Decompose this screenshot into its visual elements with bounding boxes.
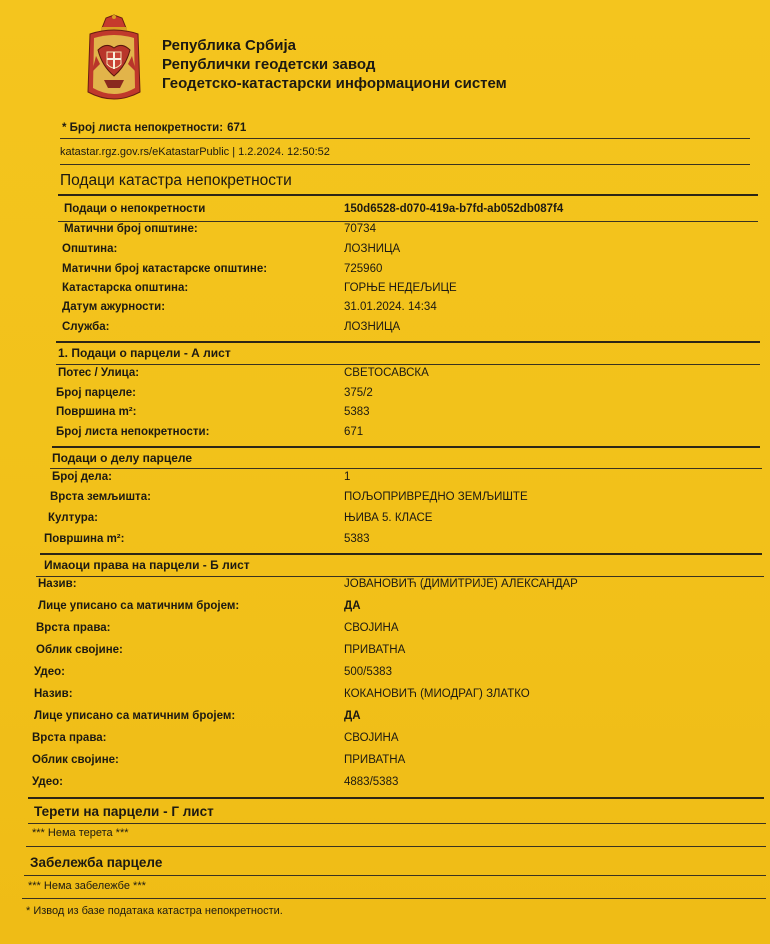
row-value: 375/2 — [344, 387, 373, 399]
row-label: Врста земљишта: — [50, 491, 151, 503]
burdens-heading: Терети на парцели - Г лист — [34, 804, 214, 819]
row-value: 671 — [344, 426, 364, 438]
row-value: СВОЈИНА — [344, 622, 399, 634]
part-row — [0, 512, 770, 531]
row-label: Назив: — [38, 578, 77, 590]
owner-row — [0, 732, 770, 751]
row-value: 500/5383 — [344, 666, 392, 678]
owner-row — [0, 776, 770, 795]
row-value: СВОЈИНА — [344, 732, 399, 744]
row-label: Назив: — [34, 688, 73, 700]
sheet-number-value: 671 — [227, 122, 247, 134]
row-value: ЛОЗНИЦА — [344, 321, 401, 333]
row-label: Облик својине: — [32, 754, 119, 766]
row-value: КОКАНОВИЋ (МИОДРАГ) ЗЛАТКО — [344, 688, 530, 700]
row-label: Удео: — [32, 776, 63, 788]
owner-row — [0, 622, 770, 641]
row-value: ГОРЊЕ НЕДЕЉИЦЕ — [344, 282, 457, 294]
part-row — [0, 471, 770, 490]
row-label: Култура: — [48, 512, 98, 524]
sheet-number-line — [62, 122, 246, 134]
parcel-row — [0, 426, 770, 445]
row-label: Број листа непокретности: — [56, 426, 210, 438]
document-header — [84, 14, 684, 109]
divider — [60, 138, 750, 139]
property-row — [0, 223, 770, 242]
serbian-coat-of-arms-icon — [84, 14, 144, 106]
divider — [28, 797, 764, 799]
owner-row — [0, 666, 770, 685]
issuer-block — [162, 36, 507, 93]
owner-row — [0, 600, 770, 619]
owner-row — [0, 710, 770, 729]
divider — [22, 898, 766, 899]
part-row — [0, 533, 770, 552]
parcel-row — [0, 406, 770, 425]
property-row — [0, 263, 770, 282]
divider — [58, 194, 758, 196]
divider — [56, 341, 760, 343]
divider — [50, 468, 762, 469]
property-row — [0, 282, 770, 301]
divider — [40, 553, 762, 555]
row-value: ПОЉОПРИВРЕДНО ЗЕМЉИШТЕ — [344, 491, 528, 503]
remarks-heading: Забележба парцеле — [30, 855, 163, 870]
part-heading: Подаци о делу парцеле — [52, 451, 193, 465]
row-label: Површина m²: — [56, 406, 137, 418]
row-value: ПРИВАТНА — [344, 754, 406, 766]
divider — [52, 446, 760, 448]
property-heading-row — [0, 203, 770, 222]
parcel-row — [0, 387, 770, 406]
divider — [58, 221, 758, 222]
row-value: 5383 — [344, 533, 370, 545]
divider — [36, 576, 764, 577]
row-value: 4883/5383 — [344, 776, 399, 788]
row-label: Број парцеле: — [56, 387, 136, 399]
row-value: СВЕТОСАВСКА — [344, 367, 429, 379]
row-value: 31.01.2024. 14:34 — [344, 301, 437, 313]
row-label: Површина m²: — [44, 533, 125, 545]
owner-row — [0, 578, 770, 597]
remarks-note: *** Нема забележбе *** — [28, 880, 146, 892]
page-title: Подаци катастра непокретности — [60, 172, 292, 189]
row-label: Број дела: — [52, 471, 112, 483]
owner-row — [0, 688, 770, 707]
row-value: 725960 — [344, 263, 383, 275]
property-row — [0, 321, 770, 340]
part-row — [0, 491, 770, 510]
property-row — [0, 301, 770, 320]
row-value: ЈОВАНОВИЋ (ДИМИТРИЈЕ) АЛЕКСАНДАР — [344, 578, 578, 590]
owner-row — [0, 754, 770, 773]
sheet-number-label: * Број листа непокретности: — [62, 122, 224, 134]
row-label: Лице уписано са матичним бројем: — [38, 600, 240, 612]
row-label: Служба: — [62, 321, 110, 333]
footer-note: * Извод из базе података катастра непокретности. — [26, 905, 283, 917]
property-heading: Подаци о непокретности — [64, 203, 206, 215]
source-line: katastar.rgz.gov.rs/eKatastarPublic | 1.2.2024. 12:50:52 — [60, 146, 330, 158]
row-label: Врста права: — [32, 732, 107, 744]
row-value: ЛОЗНИЦА — [344, 243, 401, 255]
row-label: Врста права: — [36, 622, 111, 634]
row-value: 70734 — [344, 223, 376, 235]
row-label: Облик својине: — [36, 644, 123, 656]
owners-heading: Имаоци права на парцели - Б лист — [44, 558, 250, 572]
row-label: Матични број општине: — [64, 223, 198, 235]
row-value: ДА — [344, 600, 361, 612]
parcel-row — [0, 367, 770, 386]
divider — [24, 875, 766, 876]
row-value: 1 — [344, 471, 351, 483]
property-row — [0, 243, 770, 262]
row-label: Матични број катастарске општине: — [62, 263, 268, 275]
divider — [60, 164, 750, 165]
issuer-country: Република Србија — [162, 37, 297, 54]
row-label: Потес / Улица: — [58, 367, 140, 379]
row-label: Датум ажурности: — [62, 301, 166, 313]
row-label: Општина: — [62, 243, 118, 255]
row-value: ДА — [344, 710, 361, 722]
row-value: 5383 — [344, 406, 370, 418]
row-value: ПРИВАТНА — [344, 644, 406, 656]
divider — [28, 823, 766, 824]
row-label: Катастарска општина: — [62, 282, 189, 294]
property-id: 150d6528-d070-419a-b7fd-ab052db087f4 — [344, 203, 564, 215]
owner-row — [0, 644, 770, 663]
row-label: Удео: — [34, 666, 65, 678]
row-label: Лице уписано са матичним бројем: — [34, 710, 236, 722]
issuer-system: Геодетско-катастарски информациони систем — [162, 75, 507, 92]
divider — [26, 846, 766, 847]
issuer-agency: Републички геодетски завод — [162, 56, 376, 73]
parcel-heading: 1. Подаци о парцели - А лист — [58, 346, 231, 360]
burdens-note: *** Нема терета *** — [32, 827, 129, 839]
row-value: ЊИВА 5. КЛАСЕ — [344, 512, 433, 524]
divider — [56, 364, 760, 365]
